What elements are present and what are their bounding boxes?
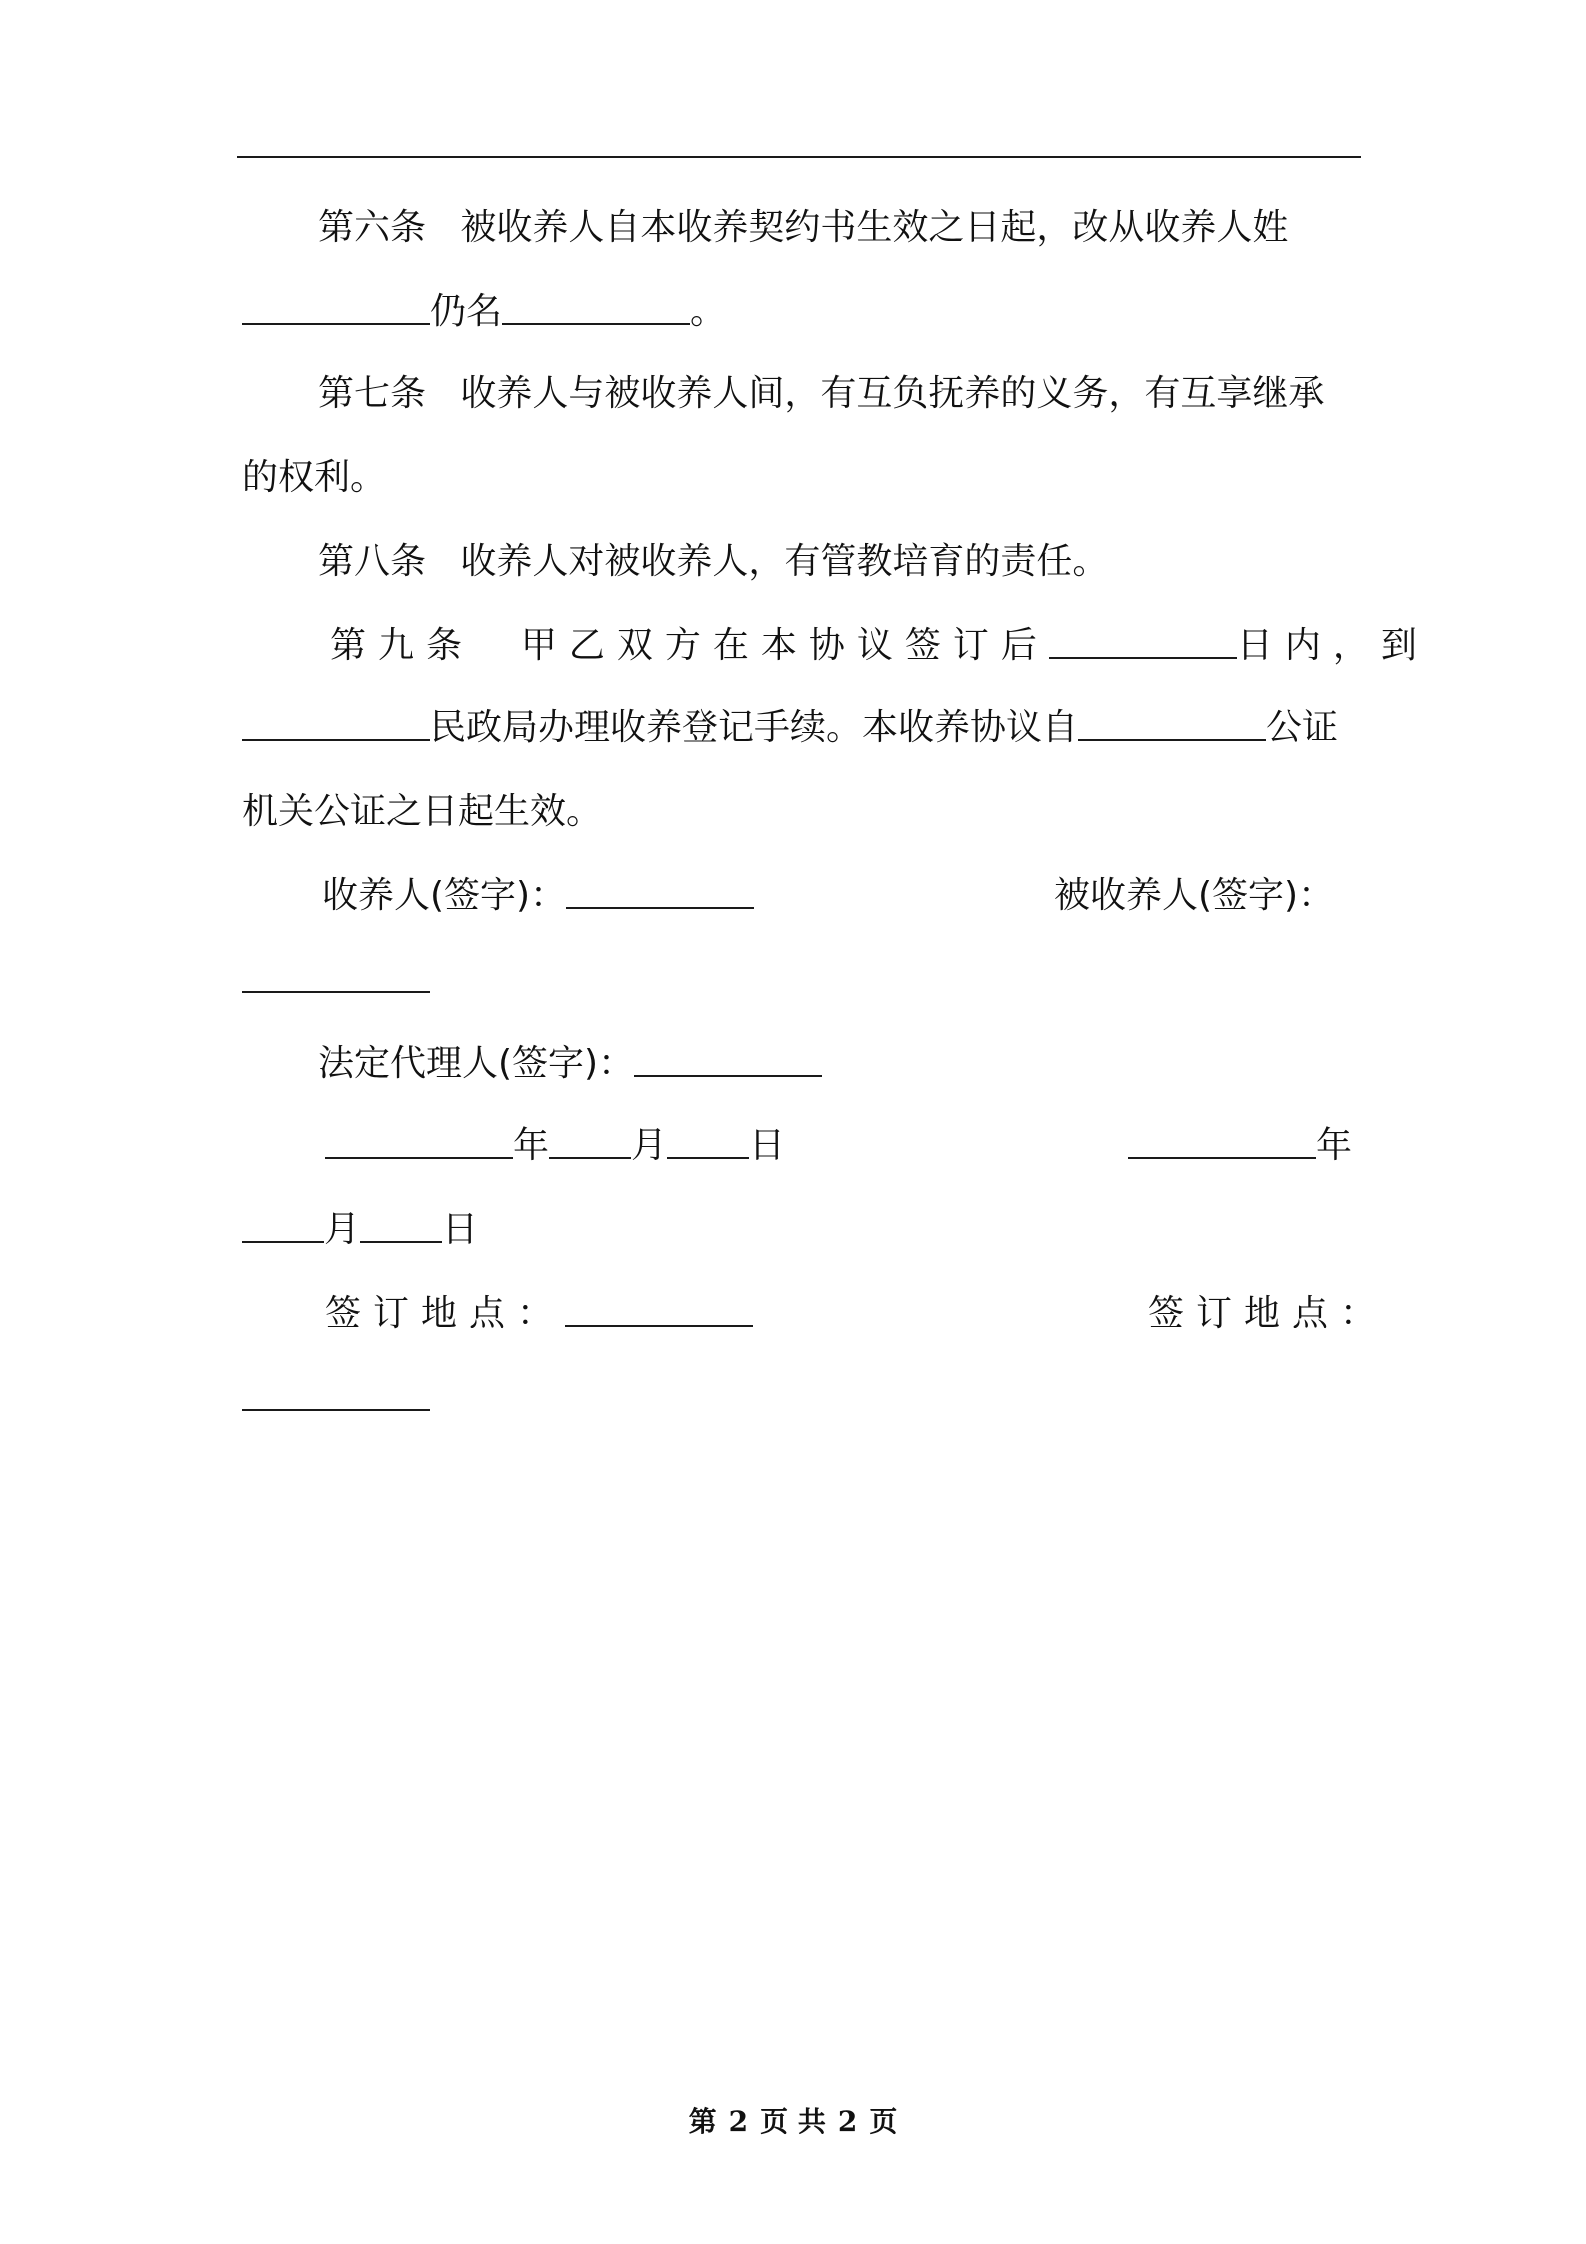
days-blank[interactable] (1049, 627, 1237, 659)
place-blank-left[interactable] (565, 1295, 753, 1327)
article-6-line-1 (318, 206, 1288, 250)
article-9-text-2b: 公证 (1266, 707, 1339, 748)
article-7-line-2 (242, 456, 386, 500)
place-blank-right[interactable] (242, 1379, 430, 1411)
article-6-text: 被收养人自本收养契约书生效之日起，改从收养人姓 (460, 207, 1289, 248)
month-label-right: 月 (324, 1209, 361, 1250)
article-8-text: 收养人对被收养人，有管教培育的责任。 (460, 541, 1109, 582)
article-6-end: 。 (690, 291, 727, 332)
article-6-label: 第六条 (318, 207, 427, 248)
month-blank-right[interactable] (242, 1211, 324, 1243)
article-7-text-2: 的权利。 (242, 457, 387, 498)
article-9-text-2a: 民政局办理收养登记手续。本收养协议自 (430, 707, 1079, 748)
footer-middle: 页 共 (760, 2105, 826, 2138)
agent-signature (318, 1042, 822, 1086)
adoptee-signature-line (242, 958, 430, 1002)
day-blank-left[interactable] (667, 1127, 749, 1159)
year-label-right: 年 (1316, 1125, 1353, 1166)
given-name-blank[interactable] (502, 293, 690, 325)
adoptee-signature (1054, 874, 1334, 918)
adopter-signature-blank[interactable] (566, 877, 754, 909)
surname-blank[interactable] (242, 293, 430, 325)
article-9-label: 第九条 (330, 625, 475, 666)
article-6-line-2 (242, 290, 726, 334)
article-9-text-3: 机关公证之日起生效。 (242, 791, 603, 832)
footer-total-pages: 2 (837, 2105, 858, 2138)
article-9-text-b: 日内，到 (1236, 625, 1429, 666)
agent-label: 法定代理人(签字)： (318, 1043, 635, 1084)
footer-suffix: 页 (869, 2105, 898, 2138)
day-label-right: 日 (442, 1209, 479, 1250)
date-right-line-1 (1128, 1124, 1352, 1168)
article-7-line-1 (318, 372, 1324, 416)
footer-page-number: 2 (728, 2105, 749, 2138)
article-9-line-1 (330, 624, 1429, 668)
place-label-left: 签订地点： (325, 1293, 566, 1334)
month-label-left: 月 (631, 1125, 668, 1166)
article-9-line-2 (242, 706, 1338, 750)
year-blank-left[interactable] (325, 1127, 513, 1159)
year-blank-right[interactable] (1128, 1127, 1316, 1159)
page-footer (0, 2100, 1586, 2140)
article-8-line (318, 540, 1108, 584)
adoptee-signature-blank[interactable] (242, 961, 430, 993)
adopter-label: 收养人(签字)： (322, 875, 567, 916)
date-left (325, 1124, 785, 1168)
article-6-mid: 仍名 (430, 291, 503, 332)
article-7-text: 收养人与被收养人间，有互负抚养的义务，有互享继承 (460, 373, 1325, 414)
article-9-text: 甲乙双方在本协议签订后 (520, 625, 1049, 666)
agent-signature-blank[interactable] (634, 1045, 822, 1077)
year-label-left: 年 (513, 1125, 550, 1166)
article-9-line-3 (242, 790, 602, 834)
notary-blank[interactable] (1078, 709, 1266, 741)
adoptee-label: 被收养人(签字)： (1054, 875, 1335, 916)
adopter-signature (322, 874, 754, 918)
date-right-line-2 (242, 1208, 478, 1252)
month-blank-left[interactable] (549, 1127, 631, 1159)
footer-prefix: 第 (688, 2105, 717, 2138)
day-blank-right[interactable] (360, 1211, 442, 1243)
place-right (1148, 1292, 1388, 1336)
article-8-label: 第八条 (318, 541, 427, 582)
place-label-right: 签订地点： (1148, 1293, 1389, 1334)
civil-affairs-blank[interactable] (242, 709, 430, 741)
place-right-line (242, 1376, 430, 1420)
day-label-left: 日 (749, 1125, 786, 1166)
article-7-label: 第七条 (318, 373, 427, 414)
place-left (325, 1292, 753, 1336)
header-rule (237, 156, 1361, 158)
